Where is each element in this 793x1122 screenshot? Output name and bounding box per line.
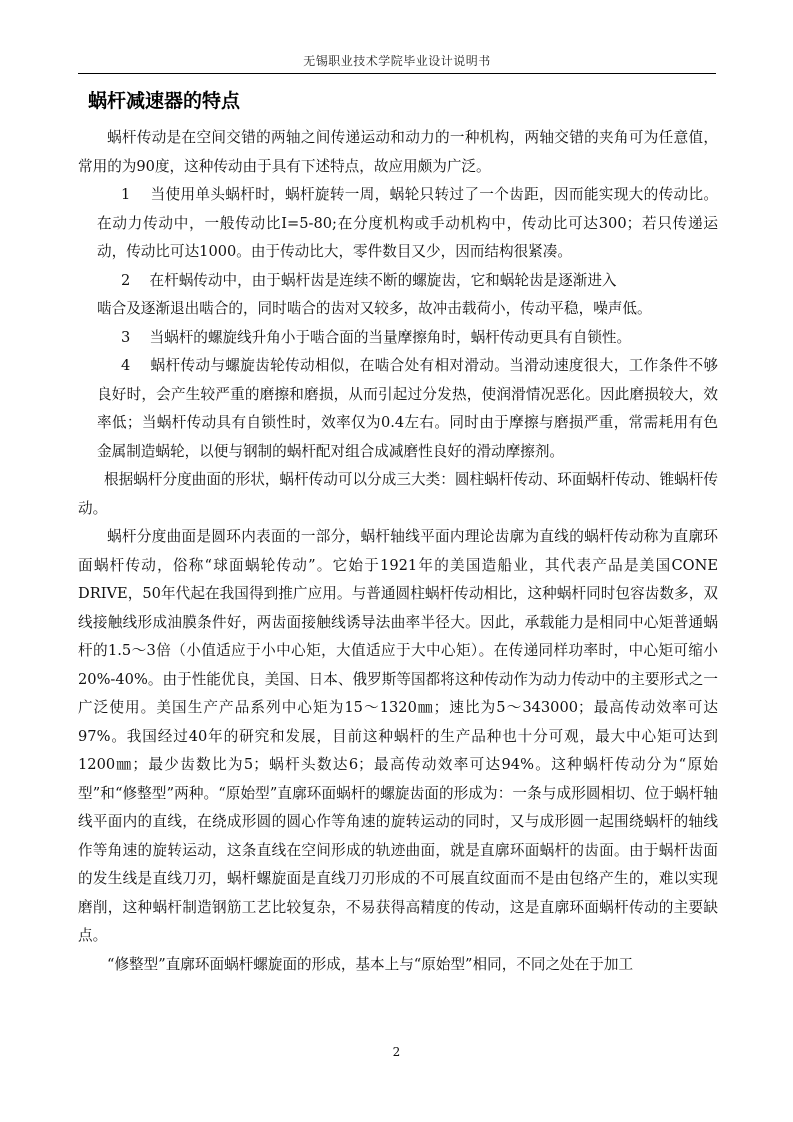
paragraph-classification: 根据蜗杆分度曲面的形状，蜗杆传动可以分成三大类：圆柱蜗杆传动、环面蜗杆传动、锥蜗杆传动。: [78, 471, 718, 517]
paragraph-feature-4: 4 蜗杆传动与螺旋齿轮传动相似，在啮合处有相对滑动。当滑动速度很大，工作条件不够良好时，会产生较严重的磨擦和磨损，从而引起过分发热，使润滑情况恶化。因此磨损较大，效率低；当蜗杆传动具有自锁性时，效率仅为0.4左右。同时由于摩擦与磨损严重，常需耗用有色金属制造蜗轮，以便与钢制的蜗杆配对组合成减磨性良好的滑动摩擦剂。: [97, 357, 718, 460]
paragraph-feature-3: 3 当蜗杆的螺旋线升角小于啮合面的当量摩擦角时，蜗杆传动更具有自锁性。: [121, 328, 632, 346]
body-text: [78, 124, 718, 979]
paragraph-feature-2-continued: 啮合及逐渐退出啮合的，同时啮合的齿对又较多，故冲击载荷小，传动平稳，噪声低。: [97, 300, 652, 317]
paragraph-modified-type: “修整型”直廓环面蜗杆螺旋面的形成，基本上与“原始型”相同，不同之处在于加工: [107, 955, 634, 973]
section-title: 蜗杆减速器的特点: [88, 90, 241, 112]
paragraph-intro: 蜗杆传动是在空间交错的两轴之间传递运动和动力的一种机构，两轴交错的夹角可为任意值，常用的为90度，这种传动由于具有下述特点，故应用颇为广泛。: [78, 129, 718, 175]
running-header: 无锡职业技术学院毕业设计说明书: [303, 54, 491, 68]
page-number: 2: [392, 1045, 401, 1059]
paragraph-feature-1: 1 当使用单头蜗杆时，蜗杆旋转一周，蜗轮只转过了一个齿距，因而能实现大的传动比。在动力传动中，一般传动比I=5-80;在分度机构或手动机构中，传动比可达300；若只传递运动，传动比可达1000。由于传动比大，零件数目又少，因而结构很紧凑。: [97, 186, 718, 260]
paragraph-feature-2: 2 在杆蜗传动中，由于蜗杆齿是连续不断的螺旋齿，它和蜗轮齿是逐渐进入: [121, 271, 617, 289]
paragraph-toroidal-worm: 蜗杆分度曲面是圆环内表面的一部分，蜗杆轴线平面内理论齿廓为直线的蜗杆传动称为直廓环面蜗杆传动，俗称“球面蜗轮传动”。它始于1921年的美国造船业，其代表产品是美国CONE DRIVE，50年代起在我国得到推广应用。与普通圆柱蜗杆传动相比，这种蜗杆同时包容齿数多，双线接触线形成油膜条件好，两齿面接触线诱导法曲率半径大。因此，承载能力是相同中心矩普通蜗杆的1.5～3倍（小值适应于小中心矩，大值适应于大中心矩）。在传递同样功率时，中心矩可缩小20%-40%。由于性能优良，美国、日本、俄罗斯等国都将这种传动作为动力传动中的主要形式之一广泛使用。美国生产产品系列中心矩为15～1320㎜；速比为5～343000；最高传动效率可达97%。我国经过40年的研究和发展，目前这种蜗杆的生产品种也十分可观，最大中心矩可达到1200㎜；最少齿数比为5；蜗杆头数达6；最高传动效率可达94%。这种蜗杆传动分为“原始型”和“修整型”两种。“原始型”直廓环面蜗杆的螺旋齿面的形成为：一条与成形圆相切、位于蜗杆轴线平面内的直线，在绕成形圆的圆心作等角速的旋转运动的同时，又与成形圆一起围绕蜗杆的轴线作等角速的旋转运动，这条直线在空间形成的轨迹曲面，就是直廓环面蜗杆的齿面。由于蜗杆齿面的发生线是直线刀刃，蜗杆螺旋面是直线刀刃形成的不可展直纹面而不是由包络产生的，难以实现磨削，这种蜗杆制造钢筋工艺比较复杂，不易获得高精度的传动，这是直廓环面蜗杆传动的主要缺点。: [78, 528, 718, 944]
header-divider: [78, 73, 716, 74]
